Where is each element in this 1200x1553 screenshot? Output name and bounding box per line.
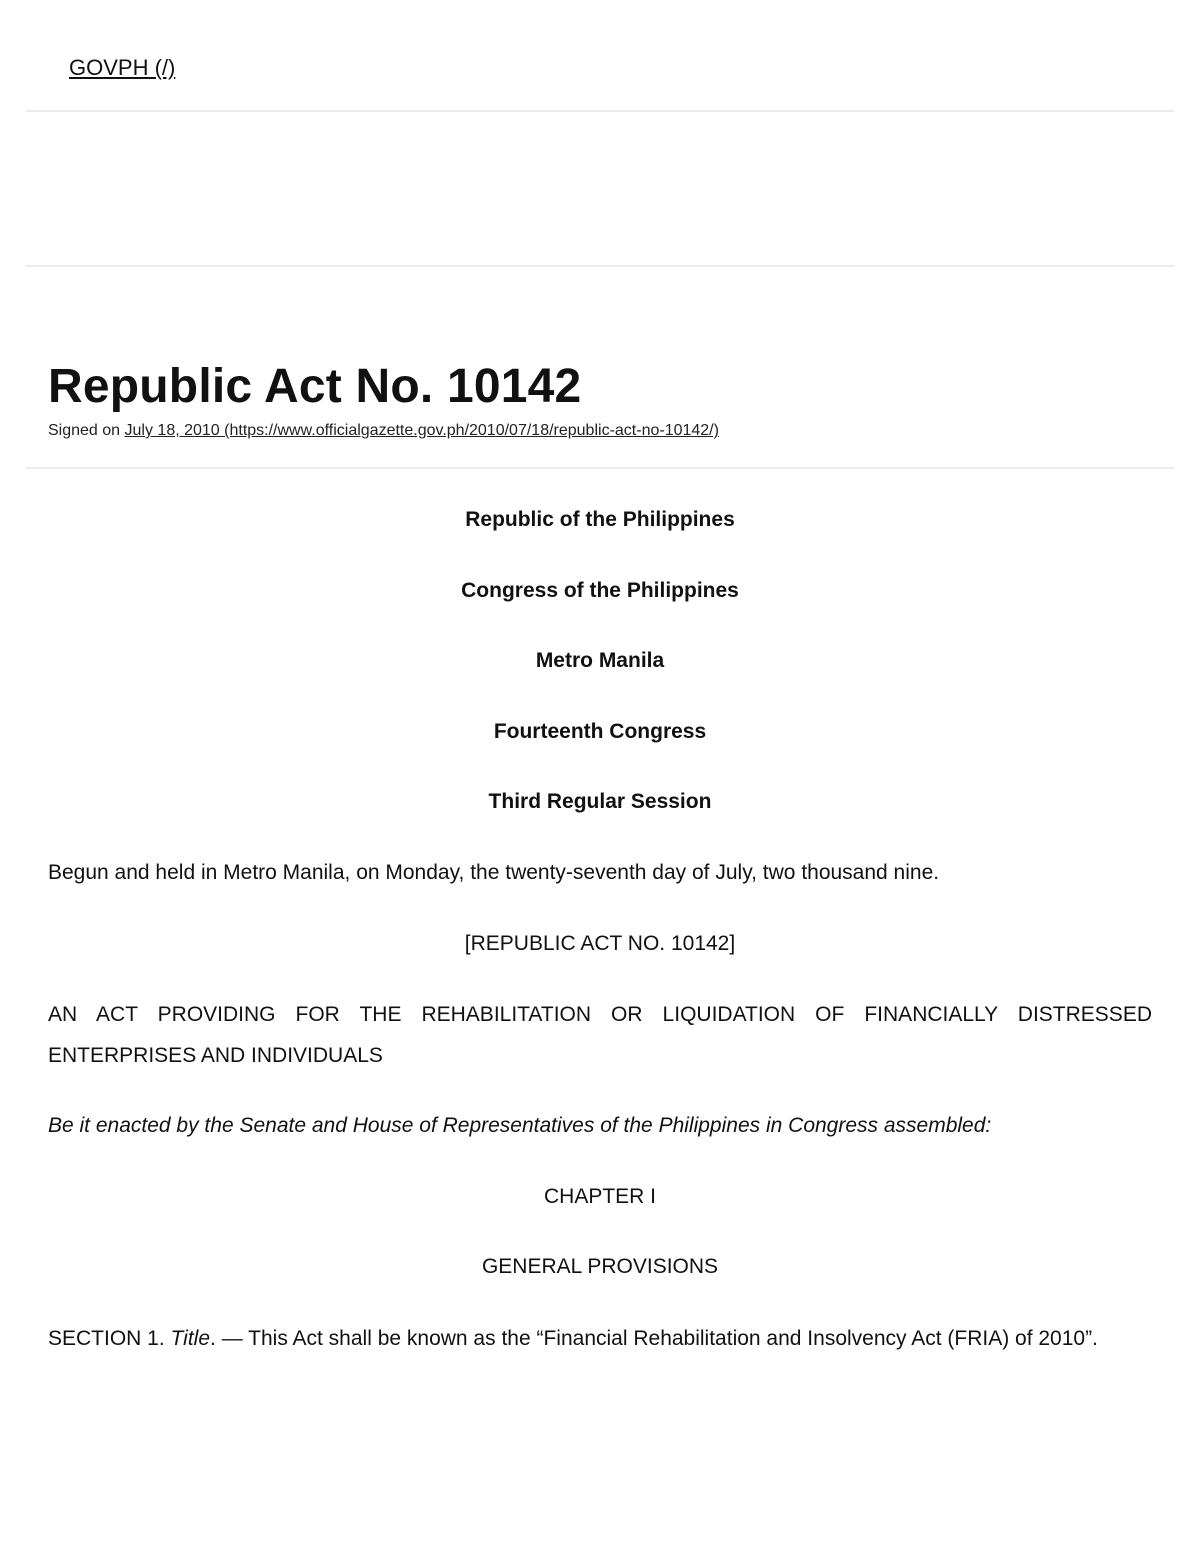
signed-date <box>48 421 719 441</box>
section-1-title: Title <box>170 1327 211 1350</box>
section-1-label: SECTION 1. <box>48 1327 171 1350</box>
heading-republic: Republic of the Philippines <box>465 508 735 531</box>
signed-date-link[interactable]: July 18, 2010 (https://www.officialgazette.gov.ph/2010/07/18/republic-act-no-10142/) <box>124 422 719 439</box>
act-title: AN ACT PROVIDING FOR THE REHABILITATION OR LIQUIDATION OF FINANCIALLY DISTRESSED ENTERPRISES AND INDIVIDUALS <box>48 1003 1152 1067</box>
heading-congress-number: Fourteenth Congress <box>493 720 707 743</box>
heading-location: Metro Manila <box>535 649 665 672</box>
section-1-text: . — This Act shall be known as the “Financial Rehabilitation and Insolvency Act (FRIA) of 2010”. <box>210 1327 1098 1350</box>
enacting-clause: Be it enacted by the Senate and House of Representatives of the Philippines in Congress assembled: <box>48 1114 992 1137</box>
govph-home-link[interactable]: GOVPH (/) <box>69 55 176 80</box>
chapter-heading: CHAPTER I <box>543 1185 656 1208</box>
divider-header-bottom <box>26 467 1174 469</box>
page-title: Republic Act No. 10142 <box>48 360 582 413</box>
section-1 <box>48 1318 1152 1359</box>
divider-middle <box>26 265 1174 267</box>
heading-session: Third Regular Session <box>488 790 712 813</box>
act-number: [REPUBLIC ACT NO. 10142] <box>464 932 736 955</box>
chapter-title: GENERAL PROVISIONS <box>481 1255 719 1278</box>
divider-top <box>26 110 1174 112</box>
top-nav <box>69 54 175 82</box>
signed-prefix: Signed on <box>48 422 125 439</box>
heading-congress: Congress of the Philippines <box>461 579 739 602</box>
begun-paragraph: Begun and held in Metro Manila, on Monday, the twenty-seventh day of July, two thousand nine. <box>48 861 940 884</box>
